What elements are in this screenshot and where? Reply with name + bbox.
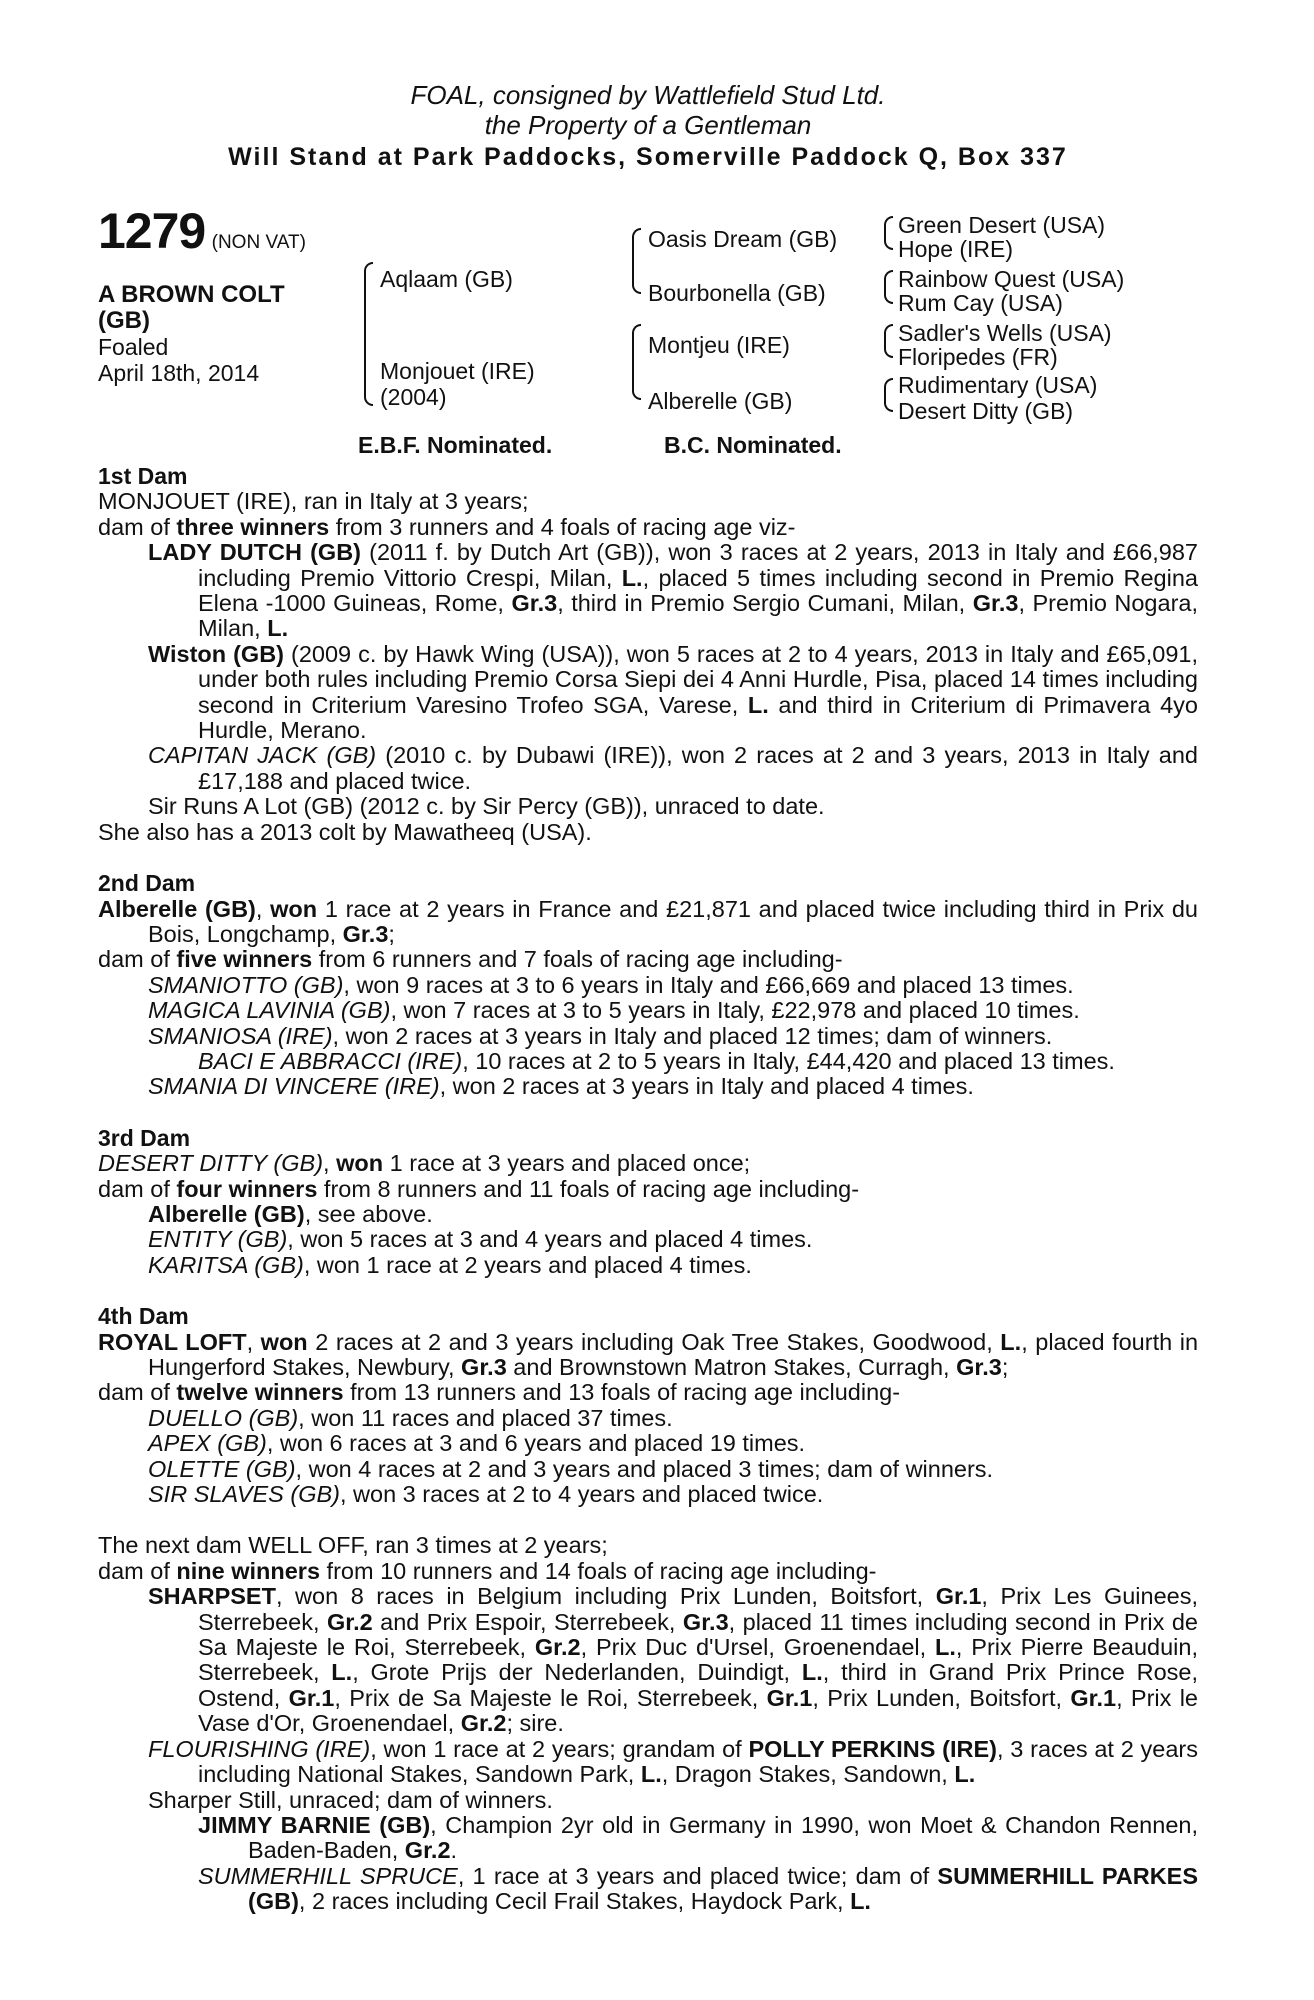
sds: Rainbow Quest (USA) <box>898 266 1125 292</box>
dam-line: Alberelle (GB), won 1 race at 2 years in France and £21,871 and placed twice including third in Prix du Bois, Longchamp, Gr.3; <box>98 895 1199 947</box>
section-heading: 2nd Dam <box>98 870 196 897</box>
ddd: Desert Ditty (GB) <box>898 398 1074 424</box>
progeny-entry: LADY DUTCH (GB) (2011 f. by Dutch Art (GB)), won 3 races at 2 years, 2013 in Italy and £66,987 including Premio Vittorio Crespi, Milan, L., placed 5 times including second in Premio Regina Elena -1000 Guineas, Rome, Gr.3, third in Premio Sergio Cumani, Milan, Gr.3, Premio Nogara, Milan, L. <box>148 539 1199 642</box>
dam-parents-brace <box>632 324 641 400</box>
section-heading: 4th Dam <box>98 1303 189 1330</box>
second-dam-section <box>98 871 1198 1100</box>
bc-nominated: B.C. Nominated. <box>664 432 842 458</box>
progeny-entry: SHARPSET, won 8 races in Belgium including Prix Lunden, Boitsfort, Gr.1, Prix Les Guinees, Sterrebeek, Gr.2 and Prix Espoir, Sterrebeek, Gr.3, placed 11 times including second in Prix de Sa Majeste le Roi, Sterrebeek, Gr.2, Prix Duc d'Ursel, Groenendael, L., Prix Pierre Beauduin, Sterrebeek, L., Grote Prijs der Nederlanden, Duindigt, L., third in Grand Prix Prince Rose, Ostend, Gr.1, Prix de Sa Majeste le Roi, Sterrebeek, Gr.1, Prix Lunden, Boitsfort, Gr.1, Prix le Vase d'Or, Groenendael, Gr.2; sire. <box>148 1583 1198 1737</box>
next-dam-section <box>98 1533 1198 1914</box>
dam-of-line: dam of four winners from 8 runners and 11 foals of racing age including- <box>98 1175 860 1202</box>
brace-1 <box>884 216 893 250</box>
sss: Green Desert (USA) <box>898 212 1106 238</box>
fourth-dam-section <box>98 1304 1198 1507</box>
grand-progeny-entry: SUMMERHILL SPRUCE, 1 race at 3 years and placed twice; dam of SUMMERHILL PARKES (GB), 2 races including Cecil Frail Stakes, Haydock Park, L. <box>198 1862 1199 1915</box>
dam-line: MONJOUET (IRE), ran in Italy at 3 years; <box>98 488 529 515</box>
dam-of-line: dam of twelve winners from 13 runners and 13 foals of racing age including- <box>98 1379 901 1406</box>
dss: Sadler's Wells (USA) <box>898 320 1112 346</box>
sire-sire: Oasis Dream (GB) <box>648 226 838 252</box>
progeny-entry: SMANIA DI VINCERE (IRE), won 2 races at 3 years in Italy and placed 4 times. <box>148 1073 974 1100</box>
progeny-entry: OLETTE (GB), won 4 races at 2 and 3 years and placed 3 times; dam of winners. <box>148 1455 994 1482</box>
grand-progeny-entry: JIMMY BARNIE (GB), Champion 2yr old in Germany in 1990, won Moet & Chandon Rennen, Baden-Baden, Gr.2. <box>198 1811 1198 1864</box>
dam: Monjouet (IRE) <box>380 358 535 384</box>
progeny-entry: FLOURISHING (IRE), won 1 race at 2 years; grandam of POLLY PERKINS (IRE), 3 races at 2 years including National Stakes, Sandown Park, L., Dragon Stakes, Sandown, L. <box>148 1735 1198 1788</box>
sire-dam: Bourbonella (GB) <box>648 280 826 306</box>
dam-line: DESERT DITTY (GB), won 1 race at 3 years and placed once; <box>98 1150 751 1177</box>
lot-number: 1279 <box>98 203 206 259</box>
section-heading: 1st Dam <box>98 463 188 489</box>
progeny-entry: APEX (GB), won 6 races at 3 and 6 years and placed 19 times. <box>148 1430 806 1457</box>
foaled-label: Foaled <box>98 334 169 360</box>
lot-description-origin: (GB) <box>98 307 150 334</box>
dam-of-line: dam of nine winners from 10 runners and 14 foals of racing age including- <box>98 1557 877 1584</box>
progeny-entry: DUELLO (GB), won 11 races and placed 37 times. <box>148 1404 673 1431</box>
progeny-entry: SMANIOTTO (GB), won 9 races at 3 to 6 years in Italy and £66,669 and placed 13 times. <box>148 971 1074 998</box>
catalogue-page <box>98 80 1198 1915</box>
third-dam-section <box>98 1126 1198 1278</box>
dam-of-line: dam of five winners from 6 runners and 7 foals of racing age including- <box>98 946 843 973</box>
progeny-entry: ENTITY (GB), won 5 races at 3 and 4 years and placed 4 times. <box>148 1226 813 1253</box>
dam-year: (2004) <box>380 384 447 410</box>
dam-line: The next dam WELL OFF, ran 3 times at 2 years; <box>98 1532 608 1559</box>
grand-progeny-entry: BACI E ABBRACCI (IRE), 10 races at 2 to 5 years in Italy, £44,420 and placed 13 times. <box>198 1047 1115 1074</box>
produce-record <box>98 464 1198 1915</box>
progeny-entry: Wiston (GB) (2009 c. by Hawk Wing (USA)), won 5 races at 2 to 4 years, 2013 in Italy and £65,091, under both rules including Premio Corsa Siepi dei 4 Anni Hurdle, Pisa, placed 14 times including second in Criterium Varesino Trofeo SGA, Varese, L. and third in Criterium di Primavera 4yo Hurdle, Merano. <box>148 640 1198 744</box>
dsd: Floripedes (FR) <box>898 344 1058 370</box>
section-heading: 3rd Dam <box>98 1124 191 1151</box>
progeny-entry: SMANIOSA (IRE), won 2 races at 3 years in Italy and placed 12 times; dam of winners. <box>148 1022 1053 1049</box>
dam-sire: Montjeu (IRE) <box>648 332 790 358</box>
progeny-entry: SIR SLAVES (GB), won 3 races at 2 to 4 years and placed twice. <box>148 1481 824 1508</box>
progeny-entry: CAPITAN JACK (GB) (2010 c. by Dubawi (IRE)), won 2 races at 2 and 3 years, 2013 in Italy and £17,188 and placed twice. <box>148 742 1198 794</box>
dam-of-line: dam of three winners from 3 runners and 4 foals of racing age viz- <box>98 513 796 540</box>
progeny-entry: MAGICA LAVINIA (GB), won 7 races at 3 to 5 years in Italy, £22,978 and placed 10 times. <box>148 997 1080 1024</box>
progeny-entry: Alberelle (GB), see above. <box>148 1200 433 1227</box>
ssd: Hope (IRE) <box>898 236 1014 262</box>
vat-status: (NON VAT) <box>211 232 306 253</box>
pedigree-block <box>98 203 1198 462</box>
brace-3 <box>884 324 893 358</box>
brace-4 <box>884 378 893 412</box>
first-dam-section <box>98 464 1198 845</box>
consignor-line: FOAL, consigned by Wattlefield Stud Ltd. <box>410 80 886 110</box>
progeny-entry: KARITSA (GB), won 1 race at 2 years and placed 4 times. <box>148 1251 752 1278</box>
stand-location: Will Stand at Park Paddocks, Somerville Paddock Q, Box 337 <box>228 143 1068 171</box>
sire: Aqlaam (GB) <box>380 266 513 292</box>
sdd: Rum Cay (USA) <box>898 290 1063 316</box>
sire-parents-brace <box>632 228 641 294</box>
dds: Rudimentary (USA) <box>898 372 1098 398</box>
lot-header <box>98 203 306 259</box>
dam-dam: Alberelle (GB) <box>648 388 793 414</box>
parents-brace <box>364 262 373 406</box>
progeny-entry: Sharper Still, unraced; dam of winners. <box>148 1786 553 1813</box>
property-line: the Property of a Gentleman <box>484 110 812 140</box>
foaled-date: April 18th, 2014 <box>98 360 260 386</box>
dam-line: ROYAL LOFT, won 2 races at 2 and 3 years including Oak Tree Stakes, Goodwood, L., placed fourth in Hungerford Stakes, Newbury, Gr.3 and Brownstown Matron Stakes, Curragh, Gr.3; <box>98 1328 1199 1380</box>
lot-description: A BROWN COLT <box>98 281 285 308</box>
dam-note: She also has a 2013 colt by Mawatheeq (USA). <box>98 818 592 845</box>
ebf-nominated: E.B.F. Nominated. <box>358 432 553 458</box>
brace-2 <box>884 270 893 304</box>
progeny-entry: Sir Runs A Lot (GB) (2012 c. by Sir Percy (GB)), unraced to date. <box>148 793 825 820</box>
